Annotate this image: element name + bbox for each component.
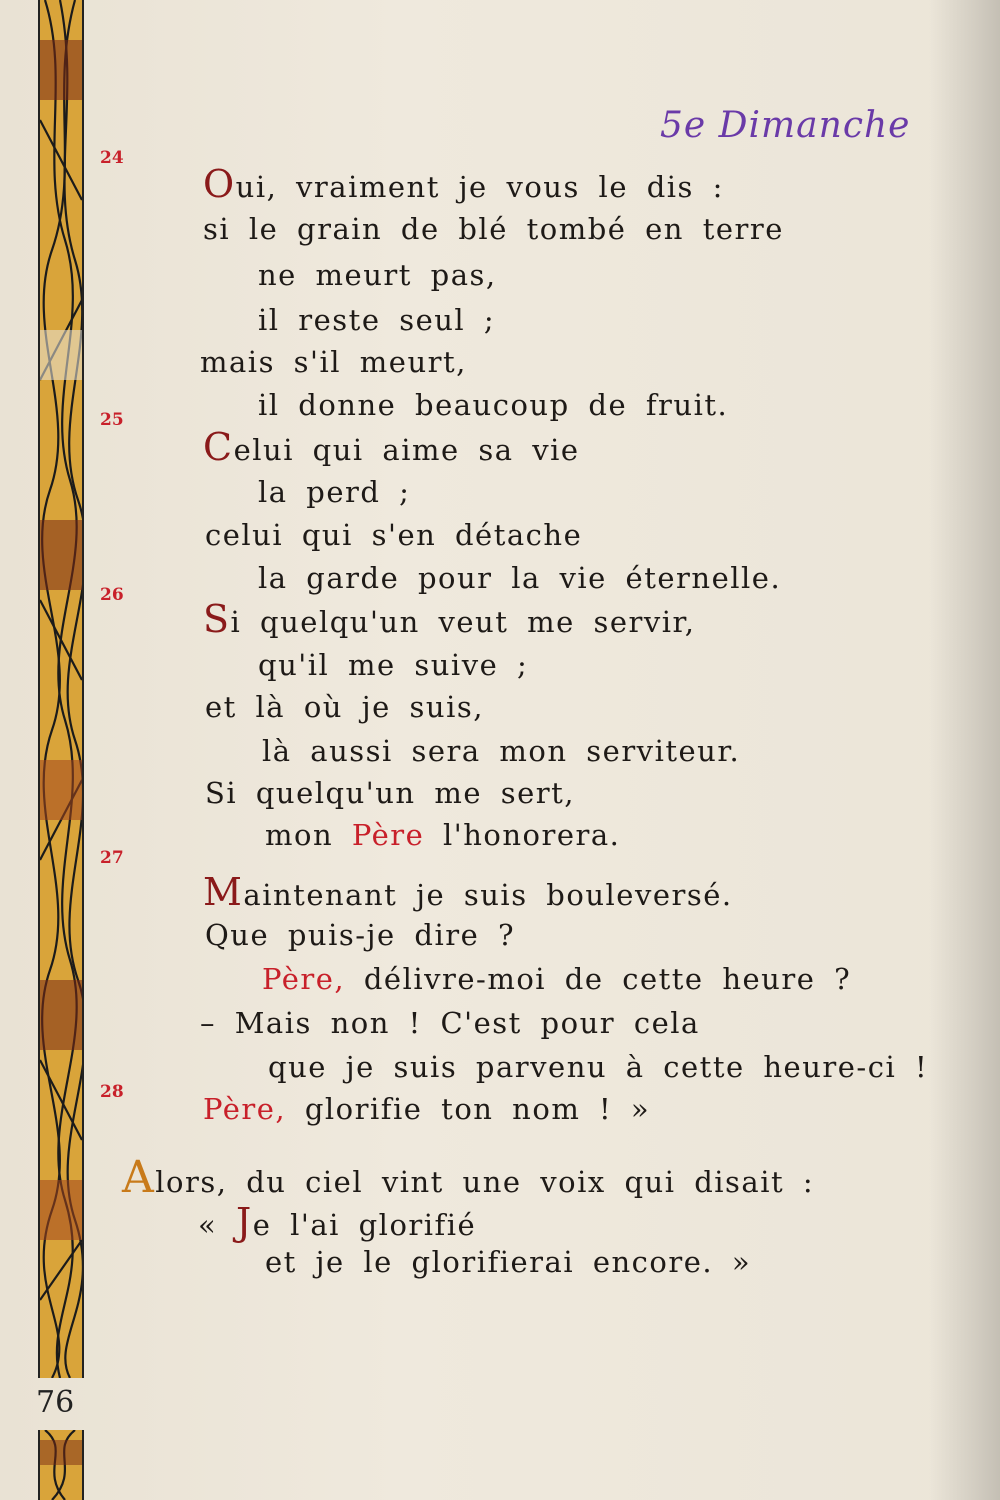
- line-prefix: «: [198, 1208, 236, 1242]
- text-line: [265, 1245, 751, 1279]
- line-text: aintenant je suis bouleversé.: [243, 878, 733, 912]
- line-text: la perd ;: [258, 475, 411, 509]
- text-line: [262, 962, 851, 996]
- line-text: elui qui aime sa vie: [233, 433, 580, 467]
- text-line: [205, 518, 582, 552]
- stained-glass-border: [38, 0, 84, 1378]
- text-line: [265, 818, 620, 852]
- line-text: Si quelqu'un me sert,: [205, 776, 575, 810]
- line-text: celui qui s'en détache: [205, 518, 583, 552]
- line-text: et je le glorifierai encore. »: [265, 1245, 752, 1279]
- text-line: [258, 388, 728, 422]
- text-line: [203, 162, 724, 206]
- line-text: e l'ai glorifié: [252, 1208, 477, 1242]
- text-line: [203, 870, 733, 914]
- page-header-title: 5e Dimanche: [660, 105, 911, 146]
- verse-number-27: 27: [100, 848, 124, 868]
- verse-number-24: 24: [100, 148, 124, 168]
- text-line: [258, 258, 497, 292]
- text-line: [203, 425, 580, 469]
- line-text: délivre-moi de cette heure ?: [345, 962, 852, 996]
- text-line: [203, 597, 695, 641]
- verse-number-28: 28: [100, 1082, 124, 1102]
- line-text: ui, vraiment je vous le dis :: [235, 170, 724, 204]
- drop-cap: S: [203, 597, 231, 641]
- page-number: 76: [36, 1385, 75, 1420]
- text-line: [203, 1092, 650, 1126]
- text-line: [203, 212, 784, 246]
- text-line: [205, 690, 484, 724]
- line-text: si le grain de blé tombé en terre: [203, 212, 784, 246]
- text-line: [258, 475, 410, 509]
- red-word: Père,: [203, 1092, 287, 1126]
- line-text: i quelqu'un veut me servir,: [230, 605, 696, 639]
- text-line: [200, 1006, 700, 1040]
- text-line: [122, 1152, 814, 1203]
- stained-glass-pattern: [40, 0, 82, 1378]
- verse-number-26: 26: [100, 585, 124, 605]
- line-prefix: mon: [265, 818, 352, 852]
- drop-cap: A: [122, 1152, 156, 1203]
- text-line: [268, 1050, 928, 1084]
- text-line: [258, 303, 495, 337]
- text-line: [258, 648, 528, 682]
- drop-cap: M: [203, 870, 244, 914]
- line-text: il donne beaucoup de fruit.: [258, 388, 729, 422]
- drop-cap: O: [203, 162, 236, 206]
- line-text: la garde pour la vie éternelle.: [258, 561, 782, 595]
- text-line: [205, 918, 515, 952]
- line-text: et là où je suis,: [205, 690, 484, 724]
- stained-glass-border-bottom: [38, 1430, 84, 1500]
- line-text: – Mais non ! C'est pour cela: [200, 1006, 700, 1040]
- line-text: glorifie ton nom ! »: [286, 1092, 651, 1126]
- page-edge-shadow: [930, 0, 1000, 1500]
- verse-number-25: 25: [100, 410, 124, 430]
- text-line: [262, 734, 740, 768]
- red-word: Père: [351, 818, 425, 852]
- text-line: [198, 1200, 476, 1244]
- line-text: l'honorera.: [424, 818, 621, 852]
- line-text: qu'il me suive ;: [258, 648, 529, 682]
- stained-glass-pattern-bottom: [40, 1430, 82, 1500]
- line-text: Que puis-je dire ?: [205, 918, 516, 952]
- line-text: là aussi sera mon serviteur.: [262, 734, 741, 768]
- text-line: [200, 345, 467, 379]
- line-text: il reste seul ;: [258, 303, 496, 337]
- line-text: ne meurt pas,: [258, 258, 497, 292]
- text-line: [258, 561, 781, 595]
- line-text: que je suis parvenu à cette heure-ci !: [268, 1050, 929, 1084]
- drop-cap: J: [235, 1200, 253, 1244]
- red-word: Père,: [262, 962, 346, 996]
- drop-cap: C: [203, 425, 234, 469]
- line-text: mais s'il meurt,: [200, 345, 467, 379]
- line-text: lors, du ciel vint une voix qui disait :: [155, 1165, 815, 1199]
- text-line: [205, 776, 575, 810]
